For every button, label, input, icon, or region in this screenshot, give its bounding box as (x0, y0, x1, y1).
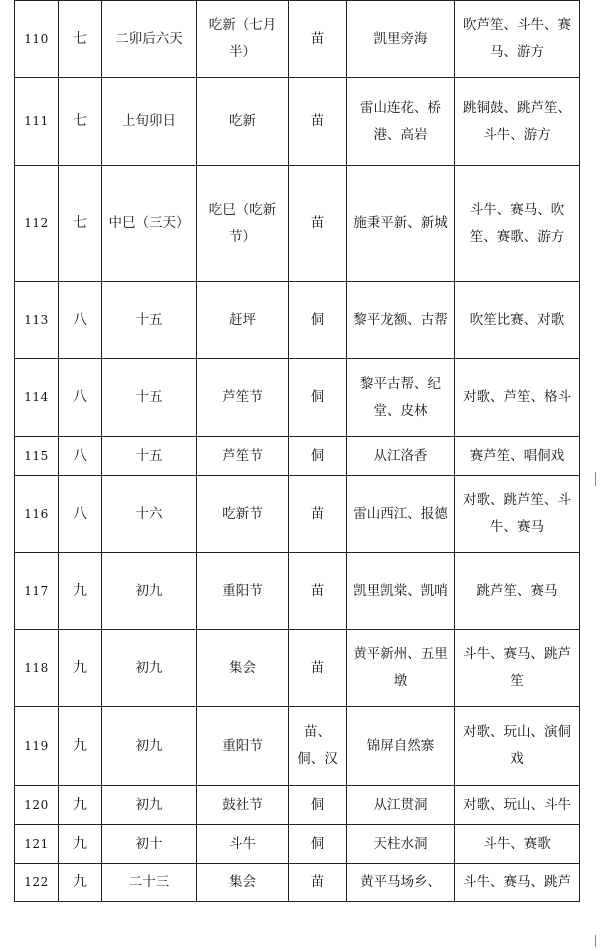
ethnic-group-cell: 苗 (289, 553, 347, 630)
activities-cell: 斗牛、赛马、吹笙、赛歌、游方 (455, 166, 580, 282)
festival-name-cell: 吃巳（吃新节） (197, 166, 289, 282)
date-cell: 二卯后六天 (102, 1, 197, 78)
location-cell: 雷山西江、报德 (347, 476, 455, 553)
date-cell: 初九 (102, 786, 197, 825)
ethnic-group-cell: 苗 (289, 78, 347, 166)
ethnic-group-cell: 侗 (289, 437, 347, 476)
ethnic-group-cell: 苗 (289, 1, 347, 78)
activities-cell: 跳芦笙、赛马 (455, 553, 580, 630)
activities-cell: 吹芦笙、斗牛、赛马、游方 (455, 1, 580, 78)
festival-name-cell: 芦笙节 (197, 437, 289, 476)
month-cell: 九 (59, 707, 102, 786)
festival-table (14, 0, 580, 902)
ethnic-group-cell: 苗 (289, 630, 347, 707)
row-number: 111 (15, 78, 59, 166)
date-cell: 初九 (102, 707, 197, 786)
table-row (15, 166, 580, 282)
ethnic-group-cell: 苗、侗、汉 (289, 707, 347, 786)
location-cell: 黄平马场乡、 (347, 864, 455, 902)
page-edge-mark (595, 472, 596, 486)
row-number: 117 (15, 553, 59, 630)
table-row (15, 707, 580, 786)
date-cell: 十六 (102, 476, 197, 553)
row-number: 120 (15, 786, 59, 825)
activities-cell: 对歌、跳芦笙、斗牛、赛马 (455, 476, 580, 553)
activities-cell: 对歌、玩山、演侗戏 (455, 707, 580, 786)
ethnic-group-cell: 侗 (289, 786, 347, 825)
activities-cell: 斗牛、赛歌 (455, 825, 580, 864)
ethnic-group-cell: 苗 (289, 166, 347, 282)
location-cell: 雷山连花、桥港、高岩 (347, 78, 455, 166)
row-number: 115 (15, 437, 59, 476)
ethnic-group-cell: 侗 (289, 282, 347, 359)
month-cell: 八 (59, 282, 102, 359)
table-row (15, 825, 580, 864)
row-number: 114 (15, 359, 59, 437)
row-number: 113 (15, 282, 59, 359)
festival-name-cell: 鼓社节 (197, 786, 289, 825)
table-row (15, 630, 580, 707)
festival-name-cell: 赶坪 (197, 282, 289, 359)
date-cell: 初十 (102, 825, 197, 864)
date-cell: 初九 (102, 553, 197, 630)
festival-table-body (15, 1, 580, 902)
activities-cell: 对歌、芦笙、格斗 (455, 359, 580, 437)
activities-cell: 斗牛、赛马、跳芦笙 (455, 630, 580, 707)
month-cell: 九 (59, 786, 102, 825)
festival-name-cell: 吃新 (197, 78, 289, 166)
festival-name-cell: 吃新节 (197, 476, 289, 553)
month-cell: 七 (59, 78, 102, 166)
month-cell: 九 (59, 825, 102, 864)
row-number: 118 (15, 630, 59, 707)
table-row (15, 864, 580, 902)
row-number: 122 (15, 864, 59, 902)
ethnic-group-cell: 苗 (289, 864, 347, 902)
activities-cell: 赛芦笙、唱侗戏 (455, 437, 580, 476)
festival-name-cell: 斗牛 (197, 825, 289, 864)
month-cell: 九 (59, 553, 102, 630)
festival-name-cell: 芦笙节 (197, 359, 289, 437)
festival-name-cell: 重阳节 (197, 707, 289, 786)
row-number: 116 (15, 476, 59, 553)
location-cell: 从江洛香 (347, 437, 455, 476)
table-row (15, 1, 580, 78)
location-cell: 施秉平新、新城 (347, 166, 455, 282)
date-cell: 二十三 (102, 864, 197, 902)
date-cell: 十五 (102, 437, 197, 476)
festival-name-cell: 集会 (197, 630, 289, 707)
date-cell: 中巳（三天） (102, 166, 197, 282)
row-number: 112 (15, 166, 59, 282)
location-cell: 凯里旁海 (347, 1, 455, 78)
date-cell: 上旬卯日 (102, 78, 197, 166)
month-cell: 七 (59, 1, 102, 78)
table-row (15, 78, 580, 166)
row-number: 119 (15, 707, 59, 786)
activities-cell: 斗牛、赛马、跳芦 (455, 864, 580, 902)
location-cell: 凯里凯棠、凯哨 (347, 553, 455, 630)
row-number: 110 (15, 1, 59, 78)
location-cell: 黎平古帮、纪堂、皮林 (347, 359, 455, 437)
month-cell: 九 (59, 630, 102, 707)
row-number: 121 (15, 825, 59, 864)
table-row (15, 359, 580, 437)
table-row (15, 553, 580, 630)
activities-cell: 跳铜鼓、跳芦笙、斗牛、游方 (455, 78, 580, 166)
festival-name-cell: 重阳节 (197, 553, 289, 630)
location-cell: 黄平新州、五里墩 (347, 630, 455, 707)
table-row (15, 476, 580, 553)
page-edge-mark (595, 935, 596, 947)
month-cell: 八 (59, 359, 102, 437)
date-cell: 初九 (102, 630, 197, 707)
ethnic-group-cell: 侗 (289, 359, 347, 437)
date-cell: 十五 (102, 359, 197, 437)
date-cell: 十五 (102, 282, 197, 359)
location-cell: 黎平龙额、古帮 (347, 282, 455, 359)
month-cell: 九 (59, 864, 102, 902)
table-row (15, 282, 580, 359)
activities-cell: 对歌、玩山、斗牛 (455, 786, 580, 825)
location-cell: 锦屏自然寨 (347, 707, 455, 786)
activities-cell: 吹笙比赛、对歌 (455, 282, 580, 359)
month-cell: 八 (59, 437, 102, 476)
ethnic-group-cell: 侗 (289, 825, 347, 864)
location-cell: 天柱水洞 (347, 825, 455, 864)
festival-name-cell: 吃新（七月半） (197, 1, 289, 78)
festival-name-cell: 集会 (197, 864, 289, 902)
month-cell: 八 (59, 476, 102, 553)
location-cell: 从江贯洞 (347, 786, 455, 825)
ethnic-group-cell: 苗 (289, 476, 347, 553)
table-row (15, 437, 580, 476)
table-row (15, 786, 580, 825)
month-cell: 七 (59, 166, 102, 282)
